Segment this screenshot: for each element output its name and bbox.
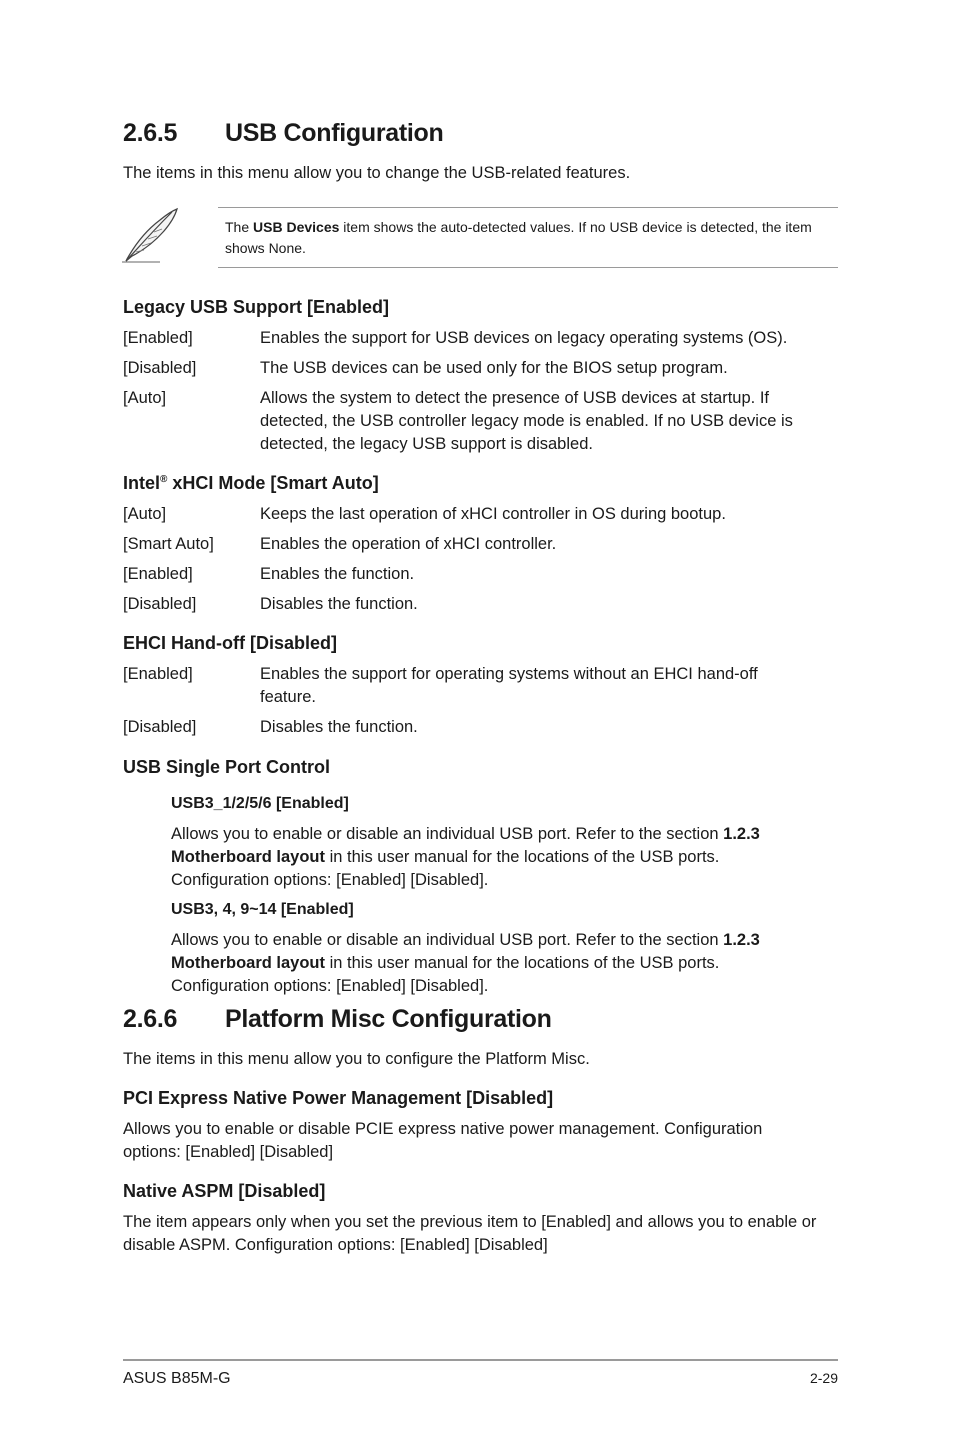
option-key: [Auto]	[123, 505, 167, 523]
option-desc: The USB devices can be used only for the BIOS setup program.	[260, 359, 728, 377]
note-text-post: item shows the auto-detected values. If no USB device is detected, the item shows None.	[225, 219, 812, 256]
footer-page-number: 2-29	[809, 1370, 838, 1386]
usb3-1-2-5-6-text	[171, 823, 801, 892]
usb3-4-9-14-heading: USB3, 4, 9~14 [Enabled]	[171, 901, 354, 918]
native-aspm-heading: Native ASPM [Disabled]	[123, 1181, 326, 1201]
option-key: [Enabled]	[123, 329, 193, 347]
option-desc: Enables the support for operating systems without an EHCI hand-off feature.	[260, 665, 758, 706]
section-intro: The items in this menu allow you to configure the Platform Misc.	[123, 1050, 590, 1068]
text-bold: 1.2.3 Motherboard layout	[171, 825, 760, 866]
section-intro: The items in this menu allow you to change the USB-related features.	[123, 164, 631, 182]
text-post: in this user manual for the locations of the USB ports. Configuration options: [Enabled] [Disabled].	[171, 954, 720, 995]
option-key: [Disabled]	[123, 359, 197, 377]
xhci-mode-heading	[123, 472, 379, 494]
text-bold: 1.2.3 Motherboard layout	[171, 931, 760, 972]
registered-mark: ®	[160, 474, 168, 485]
option-key: [Disabled]	[123, 718, 197, 736]
option-desc: Disables the function.	[260, 595, 418, 613]
option-desc: Disables the function.	[260, 718, 418, 736]
xhci-heading-post: xHCI Mode [Smart Auto]	[167, 473, 379, 493]
text-post: in this user manual for the locations of the USB ports. Configuration options: [Enabled] [Disabled].	[171, 848, 720, 889]
note-box	[218, 207, 838, 268]
option-desc: Keeps the last operation of xHCI controller in OS during bootup.	[260, 505, 726, 523]
usb3-4-9-14-text	[171, 929, 801, 998]
section-title: USB Configuration	[225, 119, 444, 147]
footer-product: ASUS B85M-G	[123, 1370, 231, 1387]
option-key: [Enabled]	[123, 565, 193, 583]
note-text-bold: USB Devices	[253, 219, 340, 235]
option-desc: Enables the support for USB devices on legacy operating systems (OS).	[260, 329, 788, 347]
native-aspm-text: The item appears only when you set the previous item to [Enabled] and allows you to enable or disable ASPM. Configuration options: [Enabled] [Disabled]	[123, 1213, 817, 1254]
option-desc: Enables the operation of xHCI controller.	[260, 535, 557, 553]
section-number: 2.6.6	[123, 1005, 178, 1033]
note-text-pre: The	[225, 219, 254, 235]
xhci-heading-pre: Intel	[123, 473, 161, 493]
usb3-1-2-5-6-heading: USB3_1/2/5/6 [Enabled]	[171, 795, 349, 812]
section-heading-2-6-5	[123, 118, 443, 148]
option-key: [Auto]	[123, 389, 167, 407]
option-key: [Disabled]	[123, 595, 197, 613]
section-heading-2-6-6	[123, 1004, 552, 1034]
option-desc: Allows the system to detect the presence of USB devices at startup. If detected, the USB controller legacy mode is enabled. If no USB device is detected, the legacy USB support is disabled.	[260, 389, 793, 453]
pcie-power-heading: PCI Express Native Power Management [Disabled]	[123, 1088, 554, 1108]
usb-single-port-heading: USB Single Port Control	[123, 757, 330, 777]
option-key: [Enabled]	[123, 665, 193, 683]
section-title: Platform Misc Configuration	[225, 1005, 552, 1033]
legacy-usb-heading: Legacy USB Support [Enabled]	[123, 297, 390, 317]
ehci-handoff-heading: EHCI Hand-off [Disabled]	[123, 633, 337, 653]
text-pre: Allows you to enable or disable an individual USB port. Refer to the section	[171, 931, 724, 949]
option-key: [Smart Auto]	[123, 535, 214, 553]
option-desc: Enables the function.	[260, 565, 415, 583]
footer-divider	[123, 1359, 838, 1361]
pcie-power-text: Allows you to enable or disable PCIE express native power management. Configuration options: [Enabled] [Disabled]	[123, 1120, 763, 1161]
note-text	[225, 217, 833, 259]
section-number: 2.6.5	[123, 119, 178, 147]
feather-quill-icon	[120, 206, 180, 264]
text-pre: Allows you to enable or disable an individual USB port. Refer to the section	[171, 825, 724, 843]
manual-page	[123, 0, 838, 1438]
